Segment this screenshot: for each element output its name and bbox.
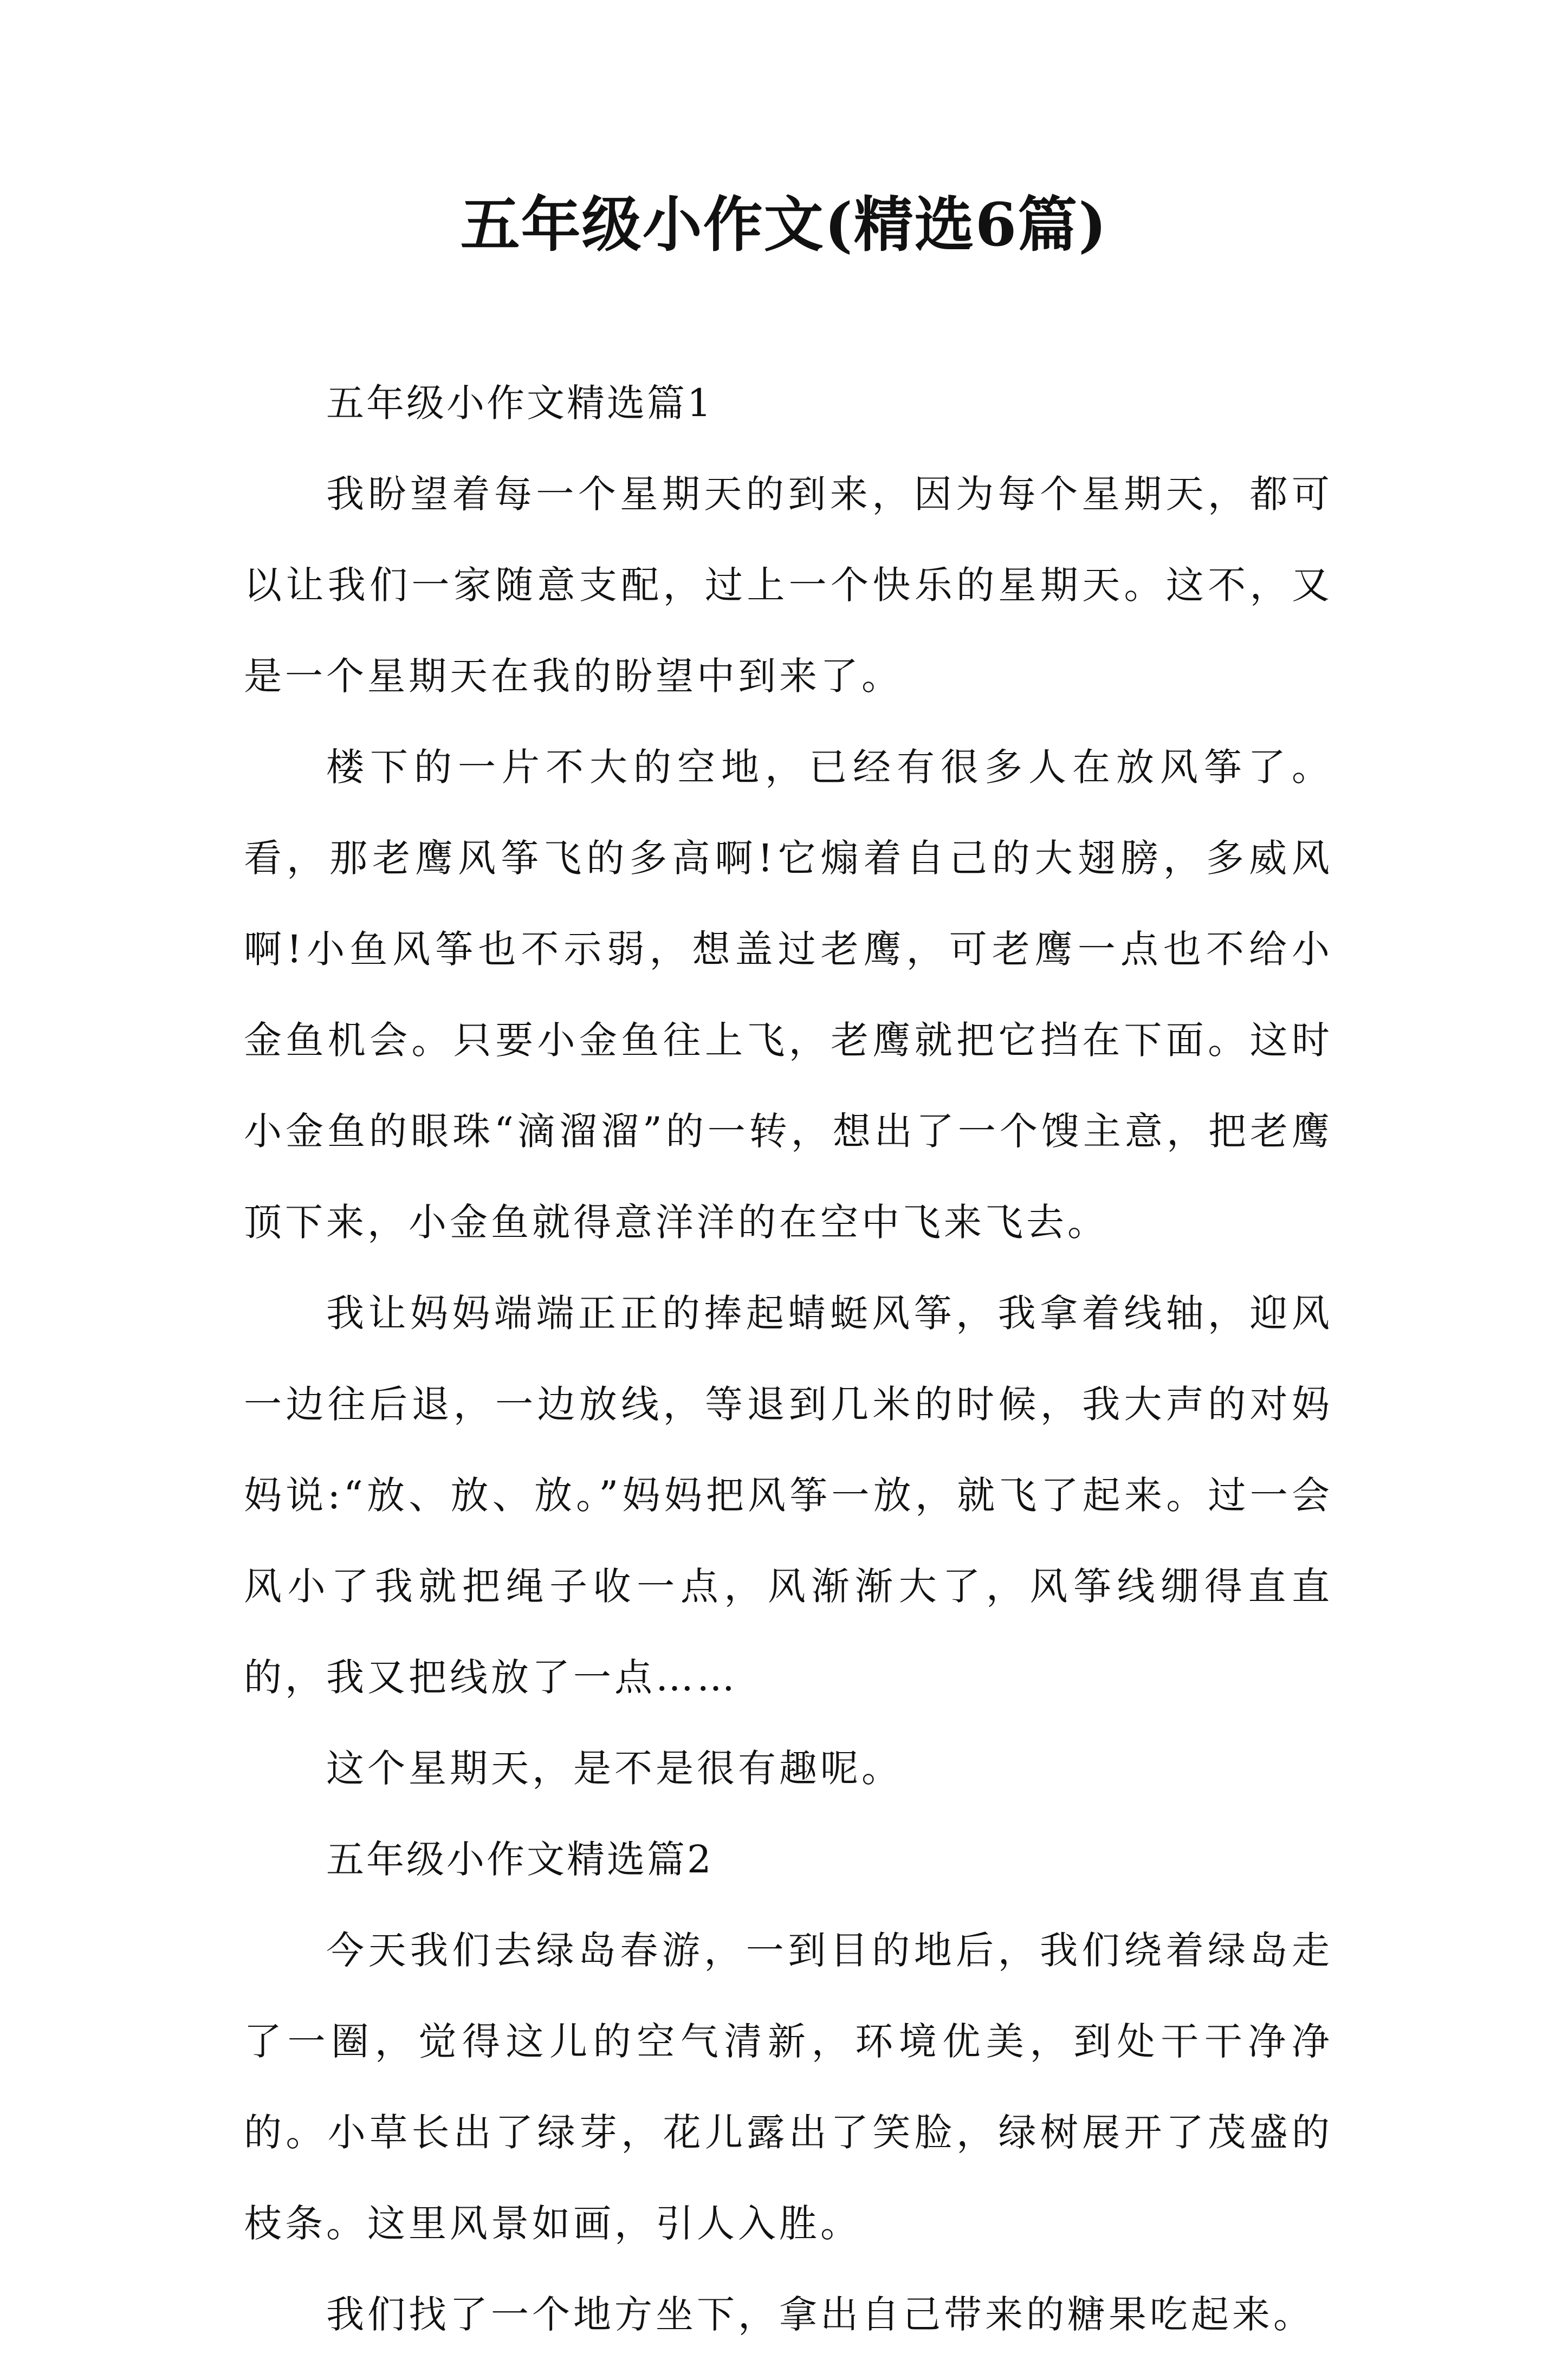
paragraph: 今天我们去绿岛春游，一到目的地后，我们绕着绿岛走了一圈，觉得这儿的空气清新，环境优美，到处干干净净的。小草长出了绿芽，花儿露出了笑脸，绿树展开了茂盛的枝条。这里风景如画，引人入胜。 (244, 1928, 1333, 2246)
paragraph: 这个星期天，是不是很有趣呢。 (326, 1746, 903, 1791)
document-body (244, 358, 1333, 2360)
paragraph: 我们找了一个地方坐下，拿出自己带来的糖果吃起来。 (326, 2292, 1314, 2337)
section-heading: 五年级小作文精选篇1 (326, 381, 714, 425)
paragraph: 我盼望着每一个星期天的到来，因为每个星期天，都可以让我们一家随意支配，过上一个快乐的星期天。这不，又是一个星期天在我的盼望中到来了。 (244, 472, 1333, 698)
paragraph: 我让妈妈端端正正的捧起蜻蜓风筝，我拿着线轴，迎风一边往后退，一边放线，等退到几米的时候，我大声的对妈妈说:“放、放、放。”妈妈把风筝一放，就飞了起来。过一会风小了我就把绳子收一点，风渐渐大了，风筝线绷得直直的，我又把线放了一点…… (244, 1291, 1333, 1700)
section-heading: 五年级小作文精选篇2 (326, 1837, 714, 1882)
paragraph: 楼下的一片不大的空地，已经有很多人在放风筝了。看，那老鹰风筝飞的多高啊!它煽着自己的大翅膀，多威风啊!小鱼风筝也不示弱，想盖过老鹰，可老鹰一点也不给小金鱼机会。只要小金鱼往上飞，老鹰就把它挡在下面。这时小金鱼的眼珠“滴溜溜”的一转，想出了一个馊主意，把老鹰顶下来，小金鱼就得意洋洋的在空中飞来飞去。 (244, 745, 1333, 1244)
document-title: 五年级小作文(精选6篇) (460, 190, 1108, 260)
